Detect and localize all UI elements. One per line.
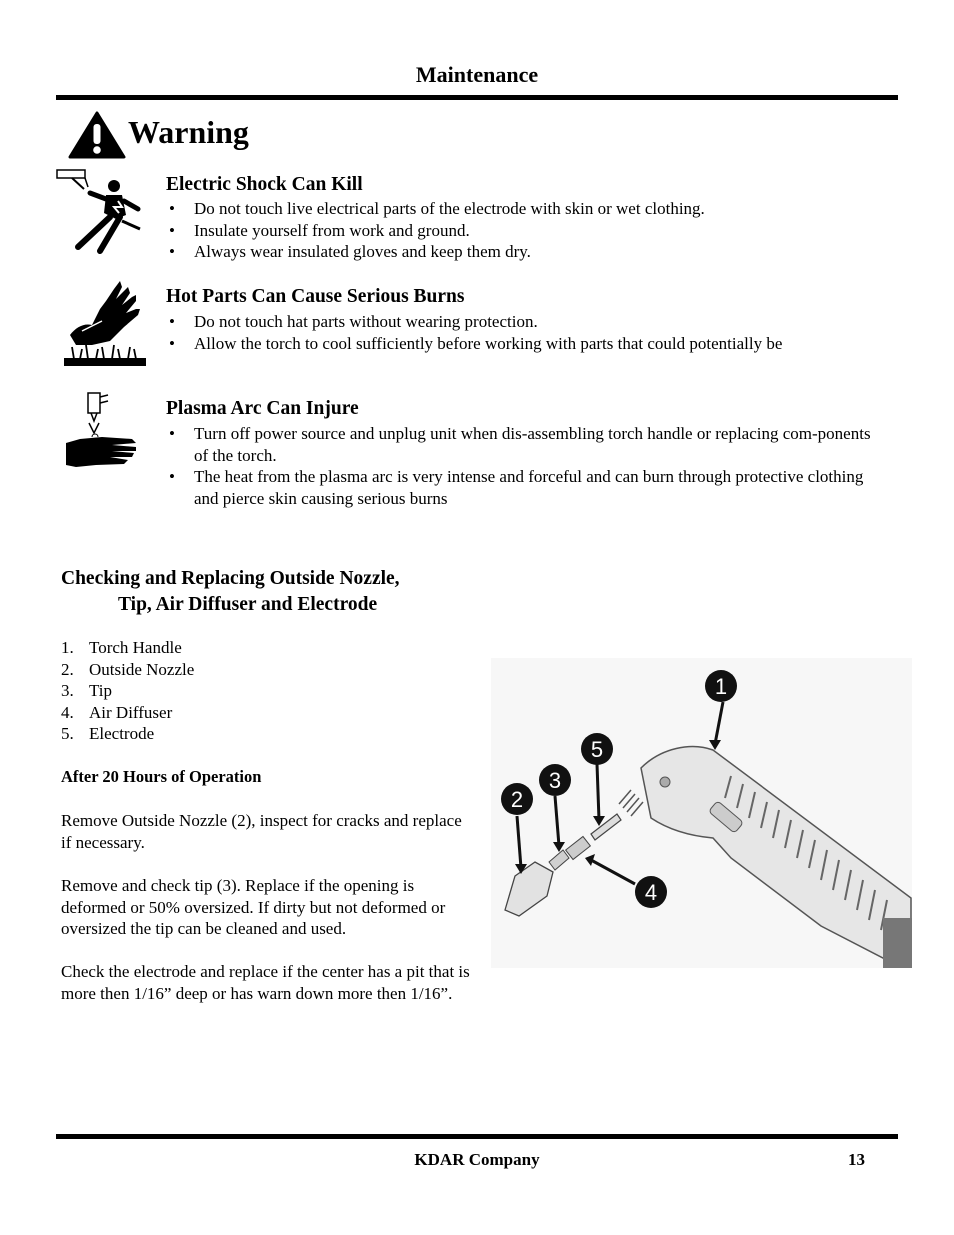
bullet-item: • Do not touch hat parts without wearing protection. [166, 311, 886, 333]
warning-triangle-icon [68, 111, 126, 164]
footer-company: KDAR Company [414, 1150, 540, 1169]
list-item [61, 637, 194, 659]
paragraph-electrode: Check the electrode and replace if the center has a pit that is more then 1/16” deep or has warn down more then 1/16”. [61, 962, 470, 1003]
hot-parts-icon [62, 279, 148, 374]
checking-title-line-1: Checking and Replacing Outside Nozzle, [61, 568, 400, 589]
hazard-bullets-electric-shock [166, 198, 886, 263]
list-item [61, 680, 194, 702]
checking-title-line-2: Tip, Air Diffuser and Electrode [118, 594, 378, 615]
list-label: Torch Handle [89, 638, 182, 657]
hazard-title-hot-parts: Hot Parts Can Cause Serious Burns [166, 286, 465, 307]
list-label: Tip [89, 681, 113, 701]
callout-label: 2 [510, 787, 524, 812]
hazard-bullets-hot-parts [166, 311, 886, 354]
callout-1 [705, 670, 737, 702]
list-number: 4. [61, 702, 74, 722]
bullet-item: • Turn off power source and unplug unit when dis-assembling torch handle or replacing com-ponents of the torch. [166, 423, 886, 466]
bullet-item: • Do not touch live electrical parts of the electrode with skin or wet clothing. [166, 198, 886, 220]
parts-list [61, 637, 194, 745]
page-number: 13 [848, 1150, 865, 1169]
paragraph-nozzle: Remove Outside Nozzle (2), inspect for cracks and replace if necessary. [61, 811, 462, 852]
torch-diagram [491, 658, 912, 973]
callout-label: 1 [714, 674, 728, 699]
list-number: 1. [61, 638, 74, 657]
callout-label: 5 [590, 737, 604, 762]
list-item [61, 723, 194, 745]
callout-3 [539, 764, 571, 796]
header-rule [56, 95, 898, 100]
callout-label: 4 [644, 880, 658, 905]
list-label: Air Diffuser [89, 702, 173, 722]
hazard-title-electric-shock: Electric Shock Can Kill [166, 174, 363, 195]
footer-rule [56, 1134, 898, 1139]
bullet-item: • Allow the torch to cool sufficiently before working with parts that could potentially be [166, 333, 886, 355]
callout-2 [501, 783, 533, 815]
list-item [61, 659, 194, 681]
list-number: 2. [61, 659, 74, 679]
bullet-item: • The heat from the plasma arc is very intense and forceful and can burn through protective clothing and pierce skin causing serious burns [166, 466, 886, 509]
hazard-bullets-plasma-arc [166, 423, 886, 509]
plasma-arc-icon [62, 389, 142, 480]
callout-5 [581, 733, 613, 765]
bullet-item: • Insulate yourself from work and ground. [166, 220, 886, 242]
callout-label: 3 [548, 768, 562, 793]
checking-section-title [61, 566, 461, 618]
after-hours-title: After 20 Hours of Operation [61, 767, 262, 786]
list-number: 3. [61, 681, 74, 701]
list-number: 5. [61, 724, 74, 744]
paragraph-tip: Remove and check tip (3). Replace if the opening is deformed or 50% oversized. If dirty but not deformed or oversized the tip can be cleaned and used. [61, 876, 446, 939]
hazard-title-plasma-arc: Plasma Arc Can Injure [166, 398, 359, 419]
list-label: Electrode [89, 724, 155, 744]
callout-4 [635, 876, 667, 908]
page-header-title: Maintenance [415, 62, 539, 87]
list-label: Outside Nozzle [89, 659, 195, 679]
warning-title: Warning [128, 114, 249, 150]
electric-shock-icon [56, 167, 146, 260]
bullet-item: • Always wear insulated gloves and keep them dry. [166, 241, 886, 263]
list-item [61, 702, 194, 724]
